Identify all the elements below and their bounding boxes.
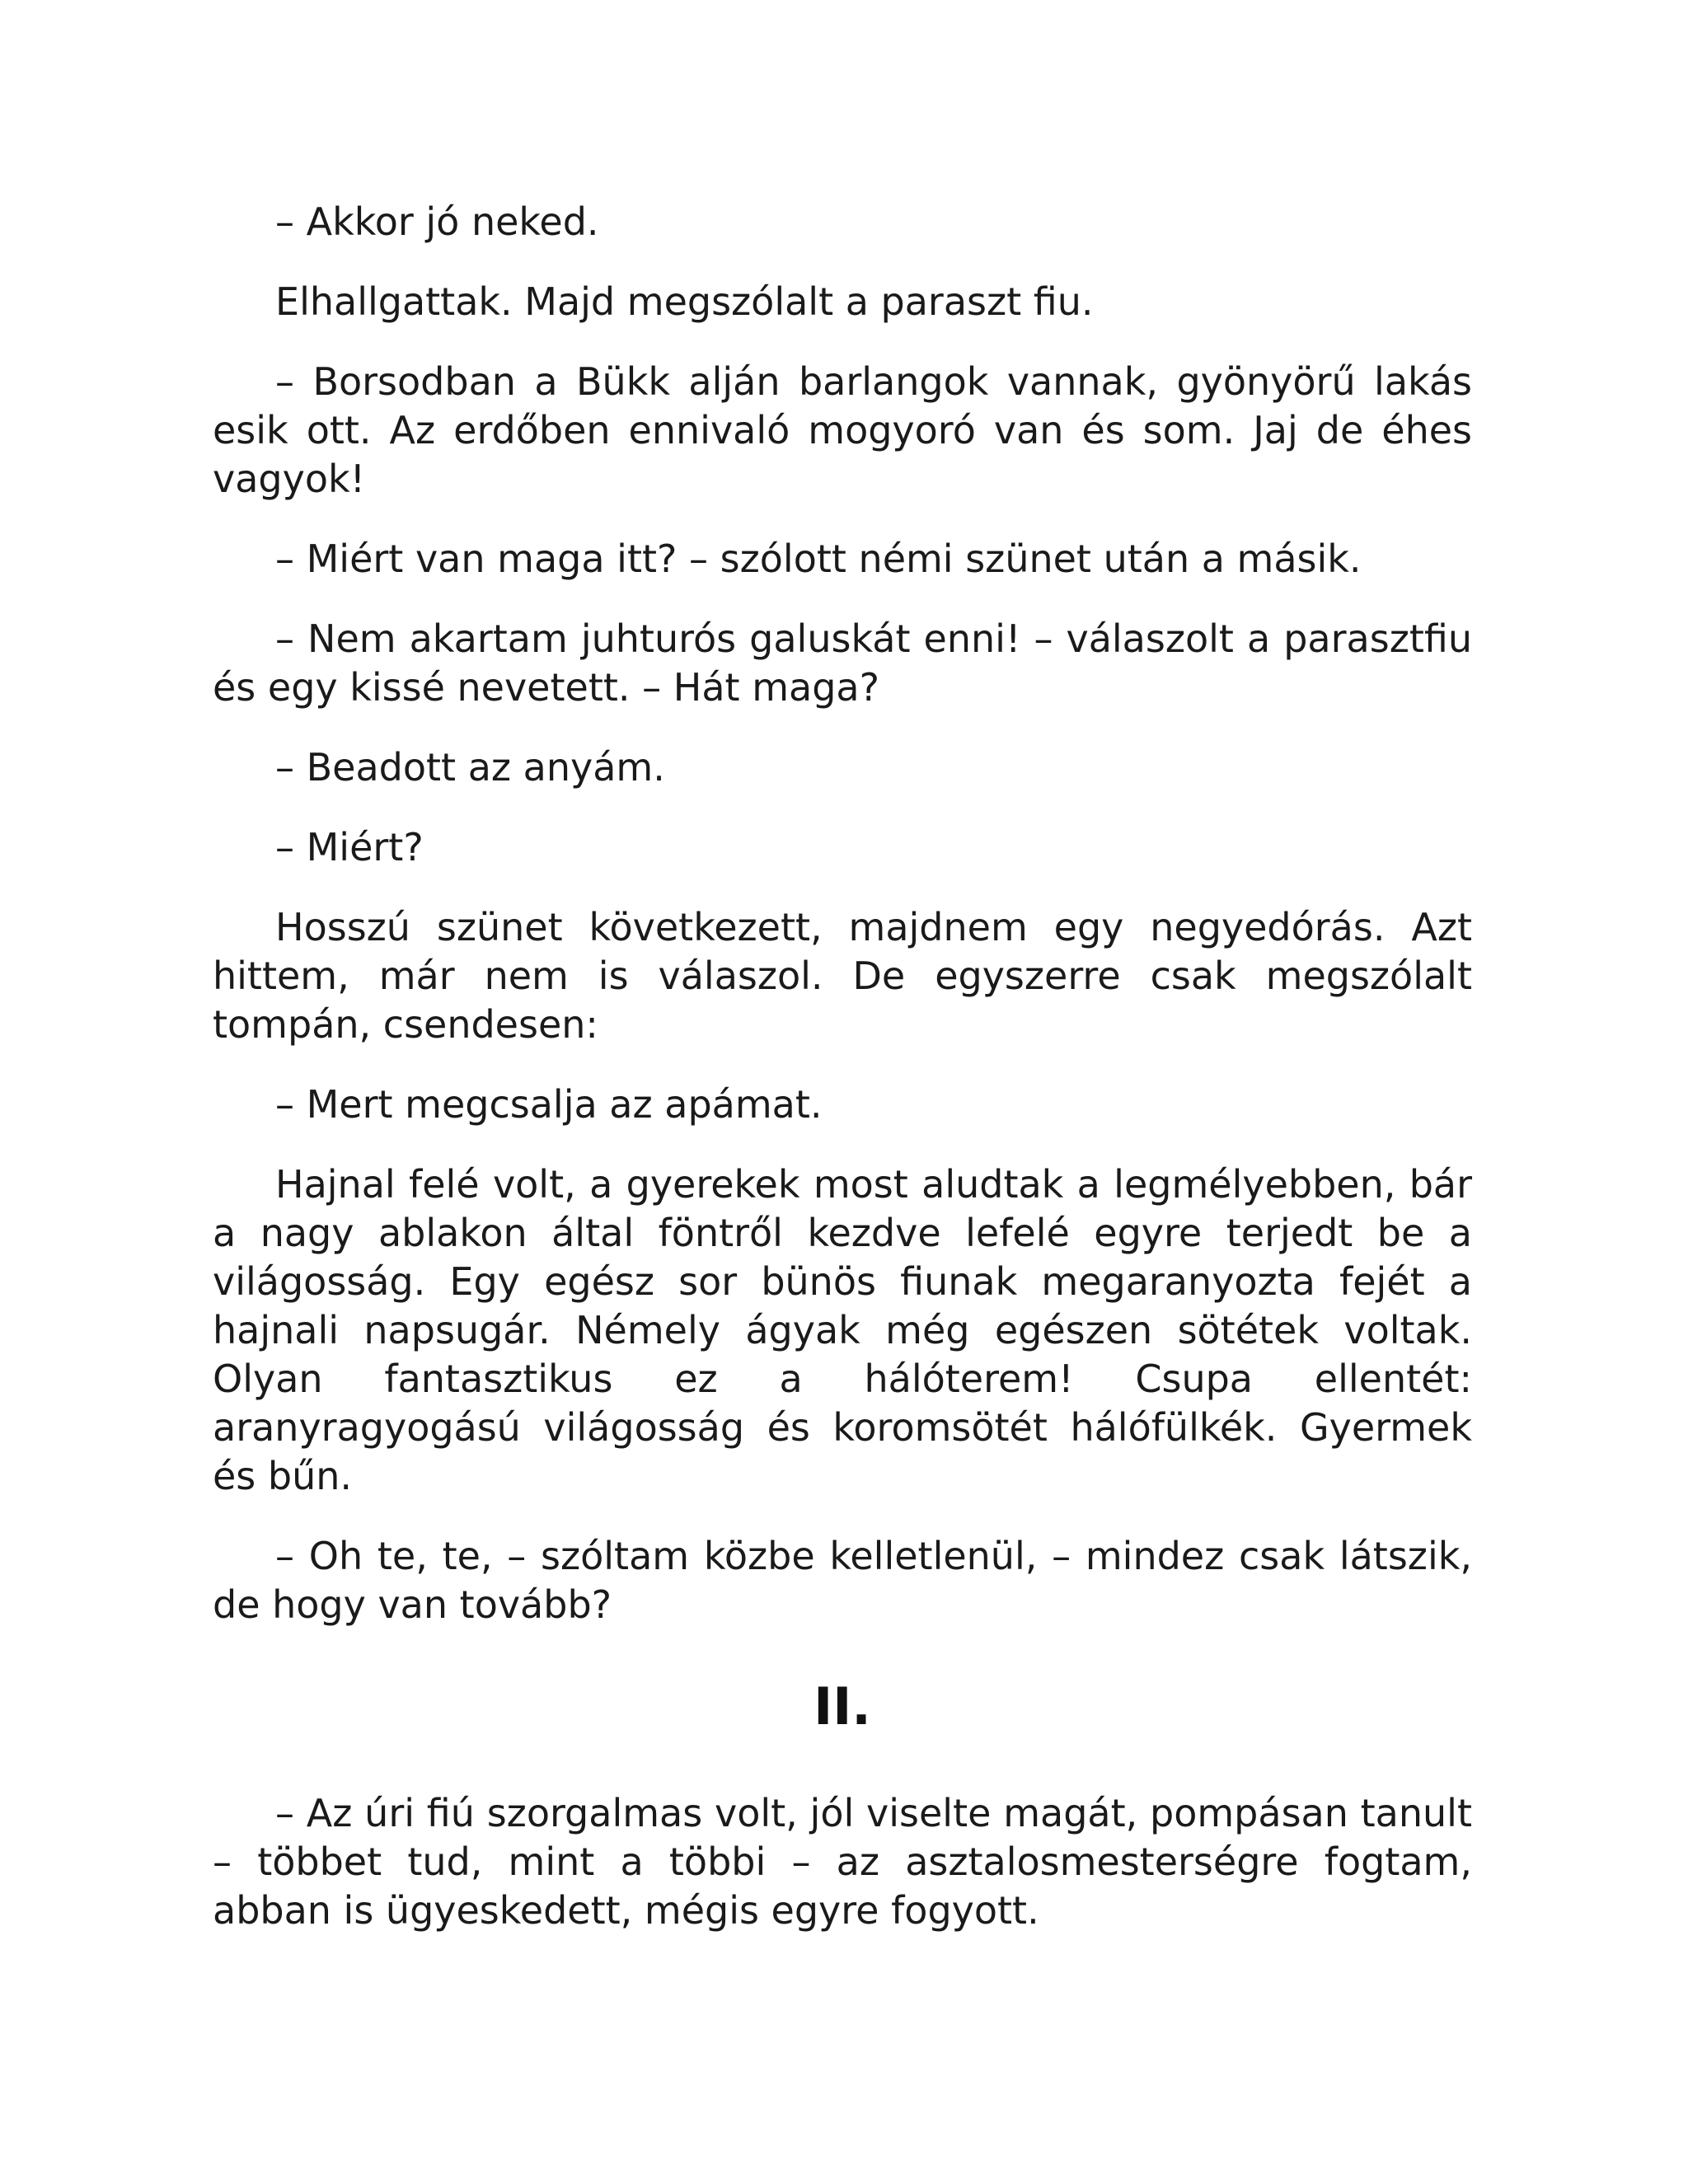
paragraph: – Borsodban a Bükk alján barlangok vannak, gyönyörű lakás esik ott. Az erdőben ennivaló mogyoró van és som. Jaj de éhes vagyok! bbox=[213, 359, 1472, 501]
paragraph: – Nem akartam juhturós galuskát enni! – válaszolt a parasztfiu és egy kissé nevetett. – Hát maga? bbox=[213, 616, 1472, 710]
paragraph: Elhallgattak. Majd megszólalt a paraszt fiu. bbox=[275, 279, 1094, 324]
paragraph: – Beadott az anyám. bbox=[275, 745, 665, 790]
paragraph: – Oh te, te, – szóltam közbe kelletlenül, – mindez csak látszik, de hogy van tovább? bbox=[213, 1534, 1472, 1627]
paragraph: – Az úri fiú szorgalmas volt, jól viselte magát, pompásan tanult – többet tud, mint a többi – az asztalosmesterségre fogtam, abban is ügyeskedett, mégis egyre fogyott. bbox=[213, 1791, 1472, 1933]
paragraph: Hajnal felé volt, a gyerekek most aludtak a legmélyebben, bár a nagy ablakon által föntről kezdve lefelé egyre terjedt be a világosság. Egy egész sor bünös fiunak megaranyozta fejét a hajnali napsugár. Némely ágyak még egészen sötétek voltak. Olyan fantasztikus ez a hálóterem! Csupa ellentét: aranyragyogású világosság és koromsötét hálófülkék. Gyermek és bűn. bbox=[213, 1162, 1472, 1498]
paragraph: Hosszú szünet következett, majdnem egy negyedórás. Azt hittem, már nem is válaszol. De egyszerre csak megszólalt tompán, csendesen: bbox=[213, 905, 1472, 1047]
chapter-heading: II. bbox=[814, 1676, 871, 1736]
paragraph: – Miért van maga itt? – szólott némi szünet után a másik. bbox=[275, 537, 1362, 581]
book-page bbox=[213, 198, 1472, 1966]
paragraph: – Miért? bbox=[275, 825, 424, 869]
paragraph: – Mert megcsalja az apámat. bbox=[275, 1082, 823, 1127]
paragraph: – Akkor jó neked. bbox=[275, 199, 599, 244]
